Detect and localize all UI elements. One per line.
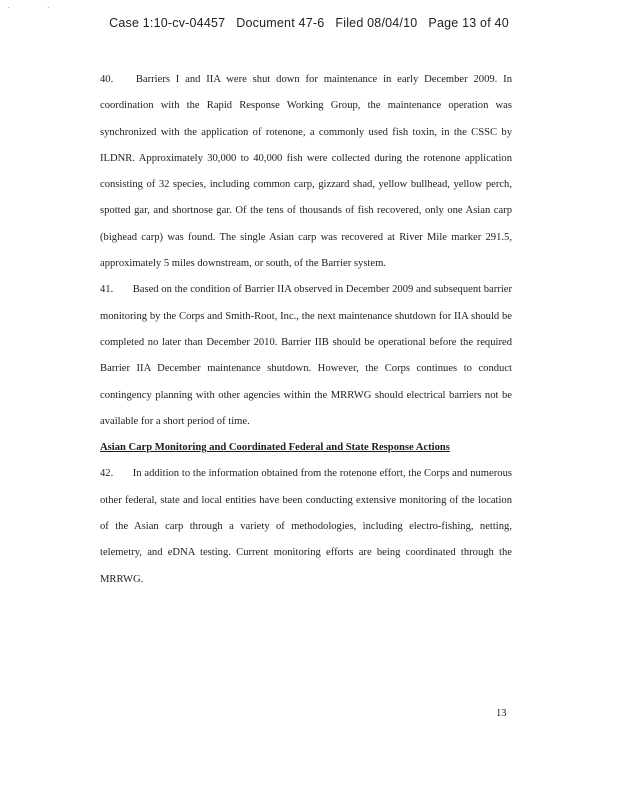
paragraph-text: Based on the condition of Barrier IIA observed in December 2009 and subsequent barrier monitoring by the Corps and Smith-Root, Inc., the next maintenance shutdown for IIA should be completed no later than December 2010. Barrier IIB should be operational before the required Barrier IIA December maintenance shutdown. However, the Corps continues to conduct contingency planning with other agencies within the MRRWG should electrical barriers not be available for a short period of time.: [100, 284, 512, 427]
paragraph-number: 42.: [100, 468, 114, 480]
paragraph-text: Barriers I and IIA were shut down for maintenance in early December 2009. In coordination with the Rapid Response Working Group, the maintenance operation was synchronized with the application of rotenone, a commonly used fish toxin, in the CSSC by ILDNR. Approximately 30,000 to 40,000 fish were collected during the rotenone application consisting of 32 species, including common carp, gizzard shad, yellow bullhead, yellow perch, spotted gar, and shortnose gar. Of the tens of thousands of fish recovered, only one Asian carp (bighead carp) was found. The single Asian carp was recovered at River Mile marker 291.5, approximately 5 miles downstream, or south, of the Barrier system.: [100, 74, 512, 270]
document-body: [100, 67, 512, 593]
paragraph-text: In addition to the information obtained from the rotenone effort, the Corps and numerous other federal, state and local entities have been conducting extensive monitoring of the location of the Asian carp through a variety of methodologies, including electro-fishing, netting, telemetry, and eDNA testing. Current monitoring efforts are being coordinated through the MRRWG.: [100, 468, 512, 585]
paragraph-number: 40.: [100, 74, 114, 85]
scan-marks: . .: [8, 4, 68, 10]
paragraph-number: 41.: [100, 284, 114, 296]
page-number: 13: [496, 708, 507, 719]
paragraph-42: [100, 461, 512, 592]
paragraph-41: [100, 277, 512, 435]
paragraph-40: [100, 67, 512, 277]
section-heading: Asian Carp Monitoring and Coordinated Federal and State Response Actions: [100, 442, 450, 454]
case-header: Case 1:10-cv-04457 Document 47-6 Filed 08/04/10 Page 13 of 40: [109, 16, 509, 30]
